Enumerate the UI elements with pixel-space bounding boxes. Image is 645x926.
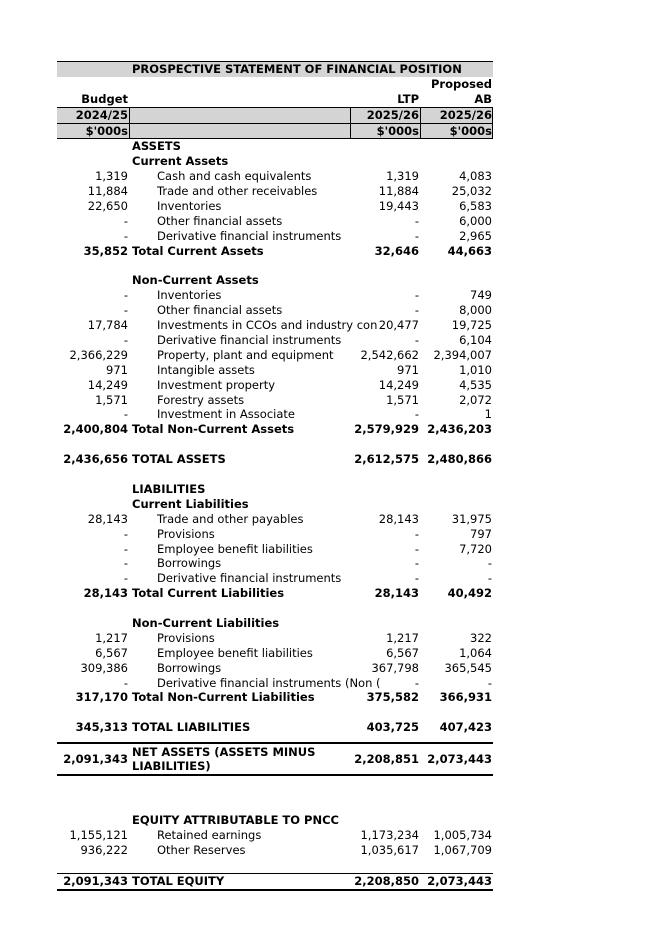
line-item-label: Other financial assets — [157, 303, 283, 318]
line-item-label: Borrowings — [157, 556, 222, 571]
ltp-cell: 20,477 — [378, 318, 419, 333]
ab-cell: 366,931 — [439, 690, 492, 705]
total-equity-row — [57, 873, 493, 891]
subsection-heading — [57, 497, 493, 512]
budget-cell: 345,313 — [75, 720, 128, 735]
ab-cell: 2,072 — [459, 392, 492, 407]
table-row — [57, 318, 493, 333]
ab-cell: 1,010 — [459, 362, 492, 377]
budget-cell: - — [123, 407, 128, 422]
ltp-cell: - — [414, 407, 419, 422]
ab-cell: 44,663 — [447, 243, 492, 258]
ltp-cell: - — [414, 288, 419, 303]
header-unit-ltp: $'000s — [376, 123, 419, 138]
section-heading — [57, 482, 493, 497]
ltp-cell: 971 — [397, 362, 419, 377]
table-row — [57, 333, 493, 348]
line-item-label: Total Current Liabilities — [132, 586, 285, 601]
table-row — [57, 348, 493, 363]
ab-cell: 2,073,443 — [427, 752, 492, 767]
budget-cell: 2,091,343 — [63, 752, 128, 767]
ltp-cell: 2,542,662 — [360, 347, 419, 362]
line-item-label: Intangible assets — [157, 362, 255, 377]
table-row — [57, 556, 493, 571]
ltp-cell: - — [414, 228, 419, 243]
budget-cell: - — [123, 526, 128, 541]
header-row-1 — [57, 77, 493, 92]
table-row — [57, 303, 493, 318]
table-row — [57, 199, 493, 214]
table-row — [57, 542, 493, 557]
total-noncurrent-assets-row — [57, 422, 493, 437]
ab-cell: 2,965 — [459, 228, 492, 243]
budget-cell: 11,884 — [87, 184, 128, 199]
section-heading — [57, 139, 493, 154]
table-row — [57, 214, 493, 229]
total-noncurrent-liabilities-row — [57, 690, 493, 705]
ltp-cell: - — [414, 541, 419, 556]
subsection-heading — [57, 154, 493, 169]
header-row-4 — [57, 124, 493, 140]
header-proposed: Proposed — [430, 76, 492, 91]
table-row — [57, 631, 493, 646]
line-item-label: Property, plant and equipment — [157, 347, 334, 362]
table-row — [57, 512, 493, 527]
line-item-label: Provisions — [157, 630, 215, 645]
ab-cell: 6,000 — [459, 213, 492, 228]
assets-heading: ASSETS — [132, 139, 181, 154]
ab-cell: 2,480,866 — [427, 452, 492, 467]
ltp-cell: 2,208,851 — [354, 752, 419, 767]
header-ab: AB — [474, 91, 492, 106]
ltp-cell: 11,884 — [378, 184, 419, 199]
ab-cell: 25,032 — [451, 184, 492, 199]
line-item-label: Total Current Assets — [132, 243, 264, 258]
line-item-label: Investments in CCOs and industry con — [157, 318, 378, 333]
budget-cell: 28,143 — [83, 586, 128, 601]
budget-cell: 309,386 — [80, 660, 128, 675]
subsection-heading — [57, 616, 493, 631]
budget-cell: 22,650 — [87, 199, 128, 214]
subsection-heading — [57, 273, 493, 288]
ab-cell: 6,104 — [459, 333, 492, 348]
ltp-cell: - — [414, 526, 419, 541]
ab-cell: 407,423 — [439, 720, 492, 735]
equity-heading: EQUITY ATTRIBUTABLE TO PNCC — [132, 813, 339, 828]
total-assets-row — [57, 452, 493, 467]
budget-cell: 971 — [106, 362, 128, 377]
budget-cell: 2,366,229 — [69, 347, 128, 362]
current-liabilities-heading: Current Liabilities — [132, 496, 249, 511]
table-row — [57, 828, 493, 843]
ab-cell: 7,720 — [459, 541, 492, 556]
ab-cell: - — [487, 571, 492, 586]
line-item-label: Inventories — [157, 199, 222, 214]
header-ltp: LTP — [397, 91, 419, 106]
ab-cell: 2,436,203 — [427, 422, 492, 437]
header-year-budget: 2024/25 — [75, 107, 128, 122]
ltp-cell: 1,571 — [386, 392, 419, 407]
noncurrent-liabilities-heading: Non-Current Liabilities — [132, 615, 280, 630]
ltp-cell: 1,173,234 — [360, 827, 419, 842]
table-row — [57, 229, 493, 244]
ab-cell: 2,073,443 — [427, 873, 492, 888]
budget-cell: 17,784 — [87, 318, 128, 333]
header-row-3 — [57, 107, 493, 124]
budget-cell: - — [123, 556, 128, 571]
header-budget: Budget — [81, 91, 128, 106]
ab-cell: 6,583 — [459, 199, 492, 214]
table-title: PROSPECTIVE STATEMENT OF FINANCIAL POSITION — [132, 62, 462, 76]
line-item-label: Derivative financial instruments — [157, 228, 342, 243]
table-row — [57, 527, 493, 542]
line-item-label: Derivative financial instruments — [157, 333, 342, 348]
budget-cell: 1,571 — [95, 392, 128, 407]
line-item-label: Forestry assets — [157, 392, 245, 407]
ltp-cell: 367,798 — [371, 660, 419, 675]
ab-cell: 40,492 — [447, 586, 492, 601]
header-unit-budget: $'000s — [85, 123, 128, 138]
ltp-cell: - — [414, 675, 419, 690]
liabilities-heading: LIABILITIES — [132, 481, 206, 496]
line-item-label: Investment in Associate — [157, 407, 295, 422]
ltp-cell: 19,443 — [378, 199, 419, 214]
budget-cell: - — [123, 228, 128, 243]
ab-cell: 8,000 — [459, 303, 492, 318]
ltp-cell: 28,143 — [374, 586, 419, 601]
financial-position-table — [57, 61, 493, 891]
budget-cell: 28,143 — [87, 511, 128, 526]
table-row — [57, 393, 493, 408]
ab-cell: 31,975 — [451, 511, 492, 526]
ltp-cell: 1,217 — [386, 630, 419, 645]
ltp-cell: - — [414, 556, 419, 571]
header-year-ltp: 2025/26 — [366, 107, 419, 122]
table-row — [57, 363, 493, 378]
total-current-liabilities-row — [57, 586, 493, 601]
budget-cell: 6,567 — [95, 645, 128, 660]
ab-cell: 749 — [470, 288, 492, 303]
current-assets-heading: Current Assets — [132, 154, 229, 169]
budget-cell: 936,222 — [80, 842, 128, 857]
ab-cell: 797 — [470, 526, 492, 541]
table-row — [57, 407, 493, 422]
line-item-label: NET ASSETS (ASSETS MINUS LIABILITIES) — [132, 745, 316, 774]
line-item-label: Total Non-Current Liabilities — [132, 690, 315, 705]
ab-cell: 2,394,007 — [433, 347, 492, 362]
table-row — [57, 646, 493, 661]
ab-cell: - — [487, 556, 492, 571]
table-row — [57, 288, 493, 303]
table-row — [57, 571, 493, 586]
header-year-ab: 2025/26 — [439, 107, 492, 122]
line-item-label: Other financial assets — [157, 213, 283, 228]
ltp-cell: 2,208,850 — [354, 873, 419, 888]
line-item-label: Cash and cash equivalents — [157, 169, 312, 184]
budget-cell: 1,319 — [95, 169, 128, 184]
table-row — [57, 378, 493, 393]
ab-cell: 322 — [470, 630, 492, 645]
ltp-cell: 375,582 — [366, 690, 419, 705]
line-item-label: Retained earnings — [157, 827, 262, 842]
budget-cell: 14,249 — [87, 377, 128, 392]
ltp-cell: - — [414, 213, 419, 228]
ab-cell: - — [487, 675, 492, 690]
ltp-cell: 28,143 — [378, 511, 419, 526]
ltp-cell: 403,725 — [366, 720, 419, 735]
budget-cell: 317,170 — [75, 690, 128, 705]
budget-cell: 2,400,804 — [63, 422, 128, 437]
budget-cell: 2,091,343 — [63, 873, 128, 888]
ab-cell: 1,064 — [459, 645, 492, 660]
line-item-label: Derivative financial instruments (Non ( — [157, 675, 381, 690]
line-item-label: Borrowings — [157, 660, 222, 675]
budget-cell: - — [123, 303, 128, 318]
line-item-label: TOTAL ASSETS — [132, 452, 226, 467]
line-item-label: Inventories — [157, 288, 222, 303]
net-assets-row — [57, 742, 493, 776]
budget-cell: 2,436,656 — [63, 452, 128, 467]
line-item-label: Trade and other payables — [157, 511, 304, 526]
ltp-cell: - — [414, 333, 419, 348]
line-item-label: Total Non-Current Assets — [132, 422, 295, 437]
line-item-label: Provisions — [157, 526, 215, 541]
ltp-cell: 2,612,575 — [354, 452, 419, 467]
budget-cell: 1,155,121 — [69, 827, 128, 842]
budget-cell: 1,217 — [95, 630, 128, 645]
line-item-label: Derivative financial instruments — [157, 571, 342, 586]
line-item-label: Other Reserves — [157, 842, 246, 857]
ltp-cell: 1,319 — [386, 169, 419, 184]
budget-cell: - — [123, 333, 128, 348]
table-row — [57, 184, 493, 199]
line-item-label: TOTAL EQUITY — [132, 873, 225, 888]
ltp-cell: 32,646 — [374, 243, 419, 258]
line-item-label: Employee benefit liabilities — [157, 541, 313, 556]
ab-cell: 1,005,734 — [433, 827, 492, 842]
table-row — [57, 676, 493, 691]
line-item-label: TOTAL LIABILITIES — [132, 720, 251, 735]
table-row — [57, 843, 493, 858]
table-row — [57, 169, 493, 184]
noncurrent-assets-heading: Non-Current Assets — [132, 273, 259, 288]
table-row — [57, 661, 493, 676]
ab-cell: 1,067,709 — [433, 842, 492, 857]
ab-cell: 365,545 — [444, 660, 492, 675]
budget-cell: - — [123, 541, 128, 556]
ltp-cell: 14,249 — [378, 377, 419, 392]
total-liabilities-row — [57, 720, 493, 735]
ab-cell: 1 — [484, 407, 492, 422]
ab-cell: 4,083 — [459, 169, 492, 184]
header-row-2 — [57, 92, 493, 107]
ltp-cell: 2,579,929 — [354, 422, 419, 437]
ltp-cell: 1,035,617 — [360, 842, 419, 857]
line-item-label: Investment property — [157, 377, 276, 392]
line-item-label: Employee benefit liabilities — [157, 645, 313, 660]
ltp-cell: - — [414, 303, 419, 318]
section-heading — [57, 813, 493, 828]
budget-cell: - — [123, 288, 128, 303]
ab-cell: 19,725 — [451, 318, 492, 333]
budget-cell: - — [123, 675, 128, 690]
title-row — [57, 61, 493, 77]
budget-cell: 35,852 — [83, 243, 128, 258]
ltp-cell: 6,567 — [386, 645, 419, 660]
ltp-cell: - — [414, 571, 419, 586]
line-item-label: Trade and other receivables — [157, 184, 318, 199]
budget-cell: - — [123, 213, 128, 228]
total-current-assets-row — [57, 244, 493, 259]
ab-cell: 4,535 — [459, 377, 492, 392]
budget-cell: - — [123, 571, 128, 586]
header-unit-ab: $'000s — [449, 123, 492, 138]
